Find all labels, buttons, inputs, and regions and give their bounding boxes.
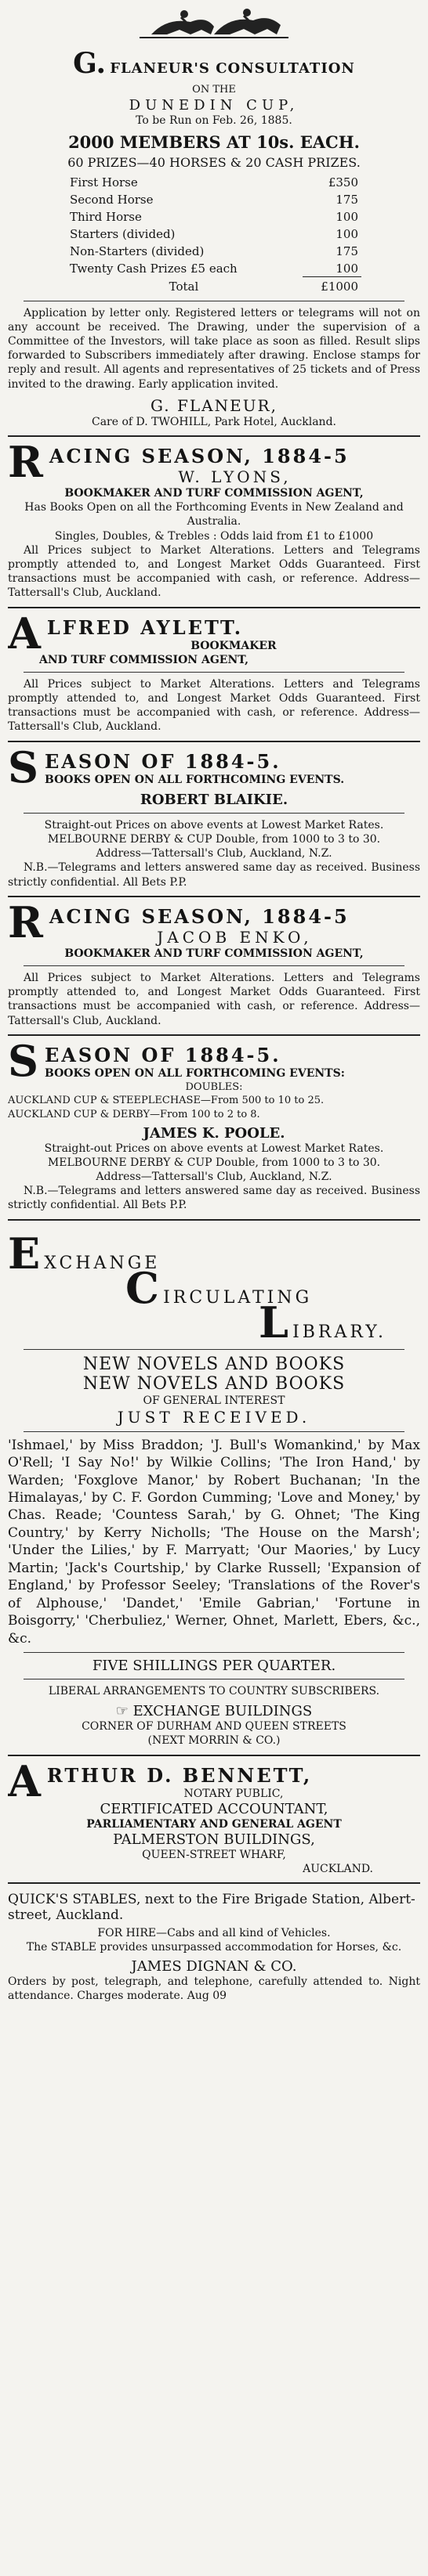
aylett-dropcap: A — [8, 615, 41, 658]
lyons-name: W. LYONS, — [178, 467, 292, 487]
prize-row — [67, 244, 361, 259]
prize-label: First Horse — [70, 175, 138, 189]
library-c-dropcap: C — [125, 1262, 159, 1313]
enko-name: JACOB ENKO, — [157, 927, 313, 947]
prize-value: 100 — [303, 261, 361, 277]
flaneur-body: Application by letter only. Registered letters or telegrams will not on any account be received. The Drawing, under the supervision of a Committee of the Investors, will take place as soon as filled. Result slips forwarded to Subscribers immediately after drawing. Enclose stamps for reply and result. All agents and representatives of 25 tickets and of Press invited to the drawing. Early application invited. — [8, 306, 420, 391]
lyons-body: All Prices subject to Market Alterations. Letters and Telegrams promptly attended to, and Longest Market Odds Guaranteed. First transactions must be accompanied with cash, or reference. Address—Tattersall's Club, Auckland. — [8, 543, 420, 600]
poole-doubles: DOUBLES: — [185, 1081, 243, 1093]
prize-label: Twenty Cash Prizes £5 each — [70, 262, 238, 276]
prize-total-label: Total — [169, 279, 199, 294]
library-buildings — [8, 1703, 420, 1719]
blaikie-books: BOOKS OPEN ON ALL FORTHCOMING EVENTS. — [45, 773, 345, 786]
blaikie-p4: N.B.—Telegrams and letters answered same day as received. Business strictly confidential. All Bets P.P. — [8, 861, 420, 889]
bennett-heading — [8, 1764, 420, 1801]
library-e-dropcap: E — [8, 1228, 41, 1279]
bennett-agent: PARLIAMENTARY AND GENERAL AGENT — [86, 1817, 342, 1831]
prize-total-value: £1000 — [321, 279, 358, 294]
aylett-body: All Prices subject to Market Alterations. Letters and Telegrams promptly attended to, and Longest Market Odds Guaranteed. First transactions must be accompanied with cash, or reference. Address—Tattersall's Club, Auckland. — [8, 677, 420, 734]
prizes-heading: 60 PRIZES—40 HORSES & 20 CASH PRIZES. — [67, 154, 361, 170]
members-heading: 2000 MEMBERS AT 10s. EACH. — [68, 132, 360, 152]
quick-orders: Orders by post, telegraph, and telephone, carefully attended to. Night attendance. Charges moderate. Aug 09 — [8, 1975, 420, 2002]
blaikie-heading — [8, 750, 420, 787]
bennett-accountant: CERTIFICATED ACCOUNTANT, — [100, 1800, 328, 1817]
aylett-ad — [8, 608, 420, 742]
prize-label: Starters (divided) — [70, 226, 176, 241]
prize-value: 175 — [336, 244, 358, 258]
library-new-novels-1: NEW NOVELS AND BOOKS — [82, 1354, 346, 1374]
prize-row — [67, 226, 361, 242]
prize-label: Non-Starters (divided) — [70, 244, 205, 258]
quick-ad — [8, 1884, 420, 2009]
flaneur-title — [8, 47, 420, 80]
enko-body: All Prices subject to Market Alterations. Letters and Telegrams promptly attended to, and Longest Market Odds Guaranteed. First transactions must be accompanied with cash, or reference. Address—Tattersall's Club, Auckland. — [8, 971, 420, 1027]
lyons-headline: ACING SEASON, 1884-5 — [49, 445, 350, 468]
aylett-trade-2: AND TURF COMMISSION AGENT, — [39, 653, 248, 666]
quick-hire: FOR HIRE—Cabs and all kind of Vehicles. — [97, 1927, 331, 1940]
newspaper-column — [8, 0, 420, 2009]
library-general-interest: OF GENERAL INTEREST — [143, 1394, 285, 1407]
poole-books: BOOKS OPEN ON ALL FORTHCOMING EVENTS: — [45, 1066, 345, 1080]
library-masthead — [8, 1228, 420, 1348]
bennett-notary: NOTARY PUBLIC, — [183, 1787, 284, 1800]
pointing-hand-icon: ☞ — [115, 1703, 133, 1720]
lyons-trade: BOOKMAKER AND TURF COMMISSION AGENT, — [64, 487, 364, 500]
quick-headline: QUICK'S STABLES, next to the Fire Brigade Station, Albert-street, Auckland. — [8, 1892, 415, 1924]
prize-value: 100 — [336, 226, 358, 241]
library-new-novels-2: NEW NOVELS AND BOOKS — [82, 1373, 346, 1394]
prize-row — [67, 209, 361, 225]
library-ad — [8, 1221, 420, 1756]
blaikie-name: ROBERT BLAIKIE. — [140, 791, 288, 808]
poole-p1: Straight-out Prices on above events at Lowest Market Rates. — [44, 1142, 384, 1155]
poole-name: JAMES K. POOLE. — [143, 1124, 285, 1142]
divider — [24, 1349, 404, 1350]
library-buildings-text: EXCHANGE BUILDINGS — [132, 1703, 313, 1720]
divider — [24, 1431, 404, 1432]
flaneur-title-initial: G. — [73, 47, 107, 80]
prize-value: 175 — [336, 192, 358, 207]
lyons-odds: Singles, Doubles, & Trebles : Odds laid from £1 to £1000 — [54, 529, 374, 543]
blaikie-headline: EASON OF 1884-5. — [45, 749, 281, 773]
poole-double-1: AUCKLAND CUP & STEEPLECHASE—From 500 to 10 to 25. — [8, 1095, 325, 1107]
enko-heading — [8, 905, 420, 947]
bennett-dropcap: A — [8, 1763, 41, 1801]
prize-row — [67, 192, 361, 207]
library-library-word: IBRARY. — [292, 1322, 386, 1342]
enko-ad — [8, 897, 420, 1036]
prize-label: Second Horse — [70, 192, 154, 207]
bennett-ad — [8, 1756, 420, 1885]
bennett-headline: RTHUR D. BENNETT, — [46, 1763, 313, 1787]
horse-race-banner — [8, 0, 420, 47]
poole-dropcap: S — [8, 1043, 38, 1081]
lyons-heading — [8, 445, 420, 486]
flaneur-title-text: FLANEUR'S CONSULTATION — [110, 60, 355, 77]
quick-stable: The STABLE provides unsurpassed accommodation for Horses, &c. — [26, 1941, 402, 1954]
racehorse-illustration-icon — [136, 3, 292, 47]
library-corner: CORNER OF DURHAM AND QUEEN STREETS — [82, 1720, 346, 1734]
flaneur-address: Care of D. TWOHILL, Park Hotel, Auckland. — [91, 415, 336, 428]
dunedin-cup-heading: DUNEDIN CUP, — [129, 96, 299, 114]
aylett-trade-1: BOOKMAKER — [190, 639, 277, 652]
divider — [24, 813, 404, 814]
library-book-list: 'Ishmael,' by Miss Braddon; 'J. Bull's Womankind,' by Max O'Rell; 'I Say No!' by Wilkie Collins; 'The Iron Hand,' by Warden; 'Foxglove Manor,' by Robert Buchanan; 'In the Himalayas,' by C. F. Gordon Cumming; 'Love and Money,' by Chas. Reade; 'Countess Sarah,' by G. Ohnet; 'The King Country,' by Kerry Nicholls; 'The House on the Marsh'; 'Under the Lilies,' by F. Marryatt; 'Our Maories,' by Lucy Martin; 'Jack's Courtship,' by Clarke Russell; 'Expansion of England,' by Professor Seeley; 'Translations of the Rover's of Alphouse,' 'Dandet,' 'Emile Gabrian,' 'Fortune in Boisgorry,' 'Cherbuliez,' Werner, Ohnet, Marlett, Ebers, &c., &c. — [8, 1437, 420, 1647]
enko-headline: ACING SEASON, 1884-5 — [49, 904, 350, 928]
bennett-wharf: QUEEN-STREET WHARF, — [142, 1848, 286, 1861]
poole-p3: Address—Tattersall's Club, Auckland, N.Z. — [96, 1170, 332, 1183]
lyons-dropcap: R — [8, 445, 43, 487]
divider — [24, 1652, 404, 1653]
library-next-to: (NEXT MORRIN & CO.) — [147, 1734, 281, 1748]
prize-row — [67, 175, 361, 190]
on-the-label: ON THE — [192, 84, 236, 96]
aylett-headline: LFRED AYLETT. — [46, 615, 244, 639]
library-l-dropcap: L — [259, 1297, 288, 1348]
prize-row — [67, 261, 361, 277]
blaikie-p2: MELBOURNE DERBY & CUP Double, from 1000 to 3 to 30. — [47, 833, 381, 846]
blaikie-ad — [8, 742, 420, 897]
aylett-heading — [8, 616, 420, 667]
poole-p2: MELBOURNE DERBY & CUP Double, from 1000 to 3 to 30. — [47, 1156, 381, 1169]
enko-trade: BOOKMAKER AND TURF COMMISSION AGENT, — [64, 947, 364, 960]
library-exchange-word: XCHANGE — [44, 1253, 161, 1273]
flaneur-ad — [8, 0, 420, 437]
library-subscription-price: FIVE SHILLINGS PER QUARTER. — [92, 1657, 336, 1674]
prize-total-row — [67, 279, 361, 294]
lyons-books: Has Books Open on all the Forthcoming Events in New Zealand and Australia. — [24, 501, 404, 529]
poole-p4: N.B.—Telegrams and letters answered same day as received. Business strictly confidential. All Bets P.P. — [8, 1185, 420, 1212]
library-line-library — [259, 1297, 386, 1348]
prize-value: £350 — [328, 175, 358, 189]
blaikie-dropcap: S — [8, 749, 38, 787]
lyons-ad — [8, 437, 420, 608]
prize-value: 100 — [336, 209, 358, 224]
bennett-buildings: PALMERSTON BUILDINGS, — [113, 1831, 315, 1848]
prize-table — [65, 173, 363, 296]
divider — [24, 672, 404, 673]
run-date: To be Run on Feb. 26, 1885. — [136, 114, 292, 127]
poole-heading — [8, 1044, 420, 1081]
prize-label: Third Horse — [70, 209, 142, 224]
library-liberal-arrangements: LIBERAL ARRANGEMENTS TO COUNTRY SUBSCRIBERS. — [48, 1684, 380, 1697]
library-circulating-word: IRCULATING — [163, 1287, 313, 1308]
quick-name: JAMES DIGNAN & CO. — [131, 1957, 297, 1975]
divider — [24, 965, 404, 966]
blaikie-p1: Straight-out Prices on above events at Lowest Market Rates. — [44, 818, 384, 832]
poole-headline: EASON OF 1884-5. — [45, 1043, 281, 1066]
poole-double-2: AUCKLAND CUP & DERBY—From 100 to 2 to 8. — [8, 1109, 260, 1121]
flaneur-signature: G. FLANEUR, — [151, 395, 277, 415]
enko-dropcap: R — [8, 904, 43, 947]
library-just-received: JUST RECEIVED. — [117, 1407, 311, 1427]
bennett-city: AUCKLAND. — [303, 1863, 373, 1876]
poole-ad — [8, 1036, 420, 1221]
blaikie-p3: Address—Tattersall's Club, Auckland, N.Z. — [96, 847, 332, 860]
